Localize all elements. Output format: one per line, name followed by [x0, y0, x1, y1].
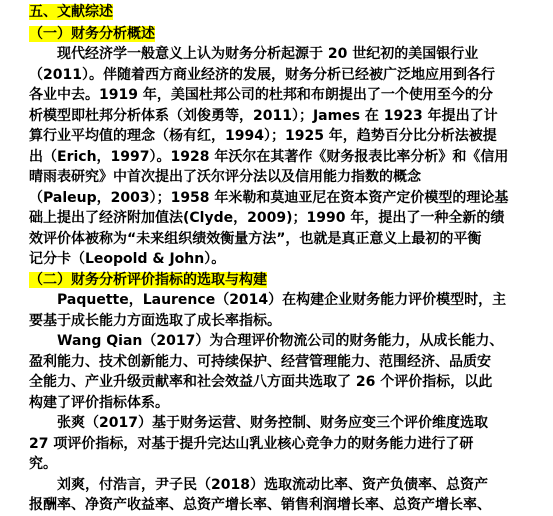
text-line: 晴雨表研究》中首次提出了沃尔评分法以及信用能力指数的概念 [29, 169, 421, 185]
section-heading: 五、文献综述 [29, 4, 113, 20]
text-line: （2011）。伴随着西方商业经济的发展，财务分析已经被广泛地应用到各行 [29, 66, 495, 83]
text-line: Paquette，Laurence（2014）在构建企业财务能力评价模型时，主 [57, 292, 507, 308]
text-line: 算行业平均值的理念（杨有红，1994）；1925 年，趋势百分比分析法被提 [29, 128, 497, 144]
paragraph-wang-qian [29, 331, 525, 413]
text-line: 全能力、产业升级贡献率和社会效益八方面共选取了 26 个评价指标，以此 [29, 374, 493, 390]
paragraph-liu-shuang [29, 475, 525, 516]
paragraph-zhang-shuang [29, 413, 525, 475]
text-line: 各业中去。1919 年，美国杜邦公司的杜邦和布朗提出了一个使用至今的分 [29, 87, 493, 103]
paragraph-paquette [29, 290, 525, 331]
text-line: 出（Erich，1997）。1928 年沃尔在其著作《财务报表比率分析》和《信用 [29, 148, 509, 165]
text-line: 张爽（2017）基于财务运营、财务控制、财务应变三个评价维度选取 [57, 415, 488, 431]
text-line: 究。 [29, 456, 57, 472]
text-line: （Paleup，2003）；1958 年米勒和莫迪亚尼在资本资产定价模型的理论基 [29, 189, 509, 206]
text-line: 盈利能力、技术创新能力、可持续保护、经营管理能力、范围经济、品质安 [29, 353, 491, 370]
text-line: 要基于成长能力方面选取了成长率指标。 [29, 312, 281, 329]
text-line: 效评价体被称为“未来组织绩效衡量方法”，也就是真正意义上最初的平衡 [29, 230, 482, 247]
text-line: 27 项评价指标，对基于提升完达山乳业核心竞争力的财务能力进行了研 [29, 435, 474, 452]
subsection-heading-overview: （一）财务分析概述 [29, 25, 155, 42]
text-line: 报酬率、净资产收益率、总资产增长率、销售利润增长率、总资产增长率、 [29, 497, 491, 513]
text-line: 记分卡（Leopold & John）。 [29, 251, 226, 267]
subsection-heading-indicators: （二）财务分析评价指标的选取与构建 [29, 271, 267, 288]
paragraph-overview [29, 44, 525, 270]
text-line: 析模型即杜邦分析体系（刘俊勇等，2011）；James 在 1923 年提出了计 [29, 107, 498, 124]
text-line: 现代经济学一般意义上认为财务分析起源于 20 世纪初的美国银行业 [57, 46, 479, 62]
text-line: 刘爽，付浩言，尹子民（2018）选取流动比率、资产负债率、总资产 [57, 476, 488, 493]
text-line: Wang Qian（2017）为合理评价物流公司的财务能力，从成长能力、 [57, 333, 504, 349]
text-line: 础上提出了经济附加值法(Clyde，2009)；1990 年，提出了一种全新的绩 [29, 210, 505, 226]
text-line: 构建了评价指标体系。 [29, 394, 169, 411]
